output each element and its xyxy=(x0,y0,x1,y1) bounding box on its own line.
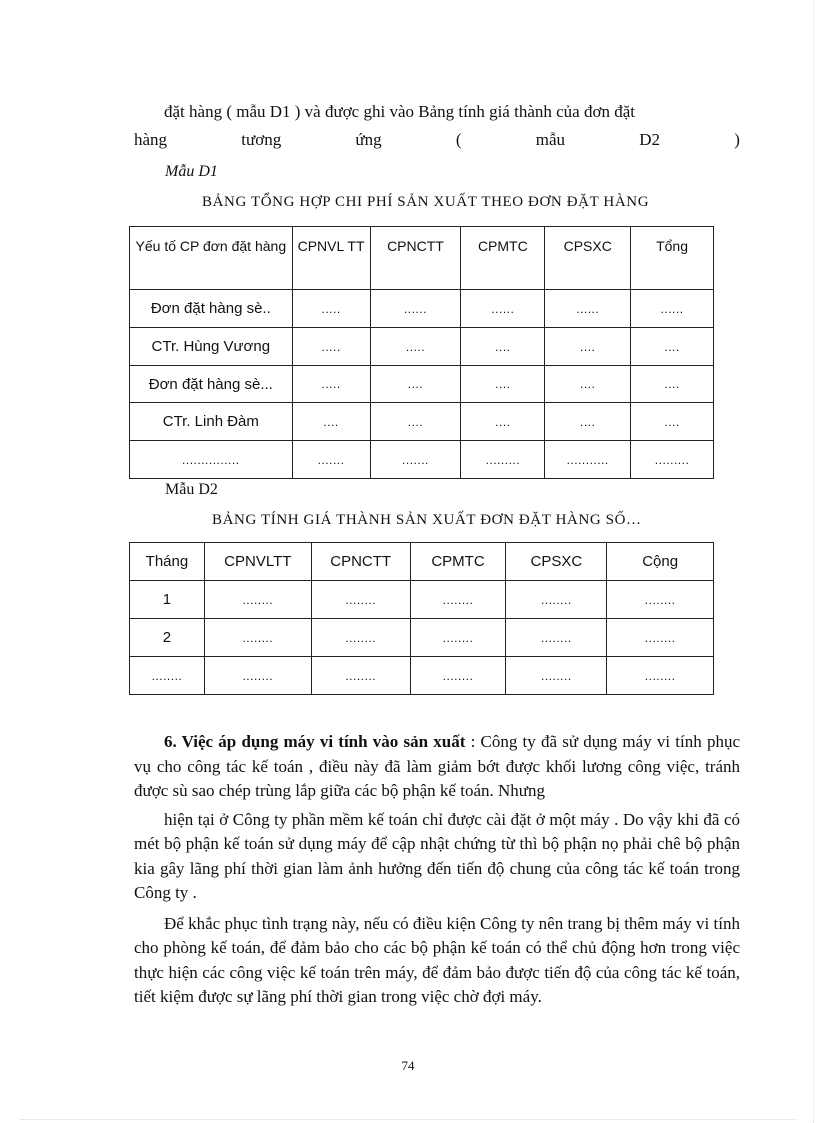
table-cell: ........ xyxy=(506,657,607,695)
intro-word: ( xyxy=(455,130,462,149)
table-cell: ...... xyxy=(545,290,631,328)
table-cell: .... xyxy=(461,328,545,366)
heading-separator: : xyxy=(465,732,481,751)
header-cell: CPSXC xyxy=(545,227,631,290)
sample-d2-title: BẢNG TÍNH GIÁ THÀNH SẢN XUẤT ĐƠN ĐẶT HÀNG SỐ… xyxy=(212,512,642,528)
sample-d1-label: Mẫu D1 xyxy=(165,163,218,180)
table-cell: .... xyxy=(370,366,461,403)
table-cell: .... xyxy=(545,403,631,441)
table-cell: ........ xyxy=(311,581,410,619)
table-header-row xyxy=(130,543,714,581)
table-cell: ....... xyxy=(370,441,461,479)
table-cell: ........ xyxy=(204,657,311,695)
header-cell: CPNVLTT xyxy=(204,543,311,581)
table-cell: .... xyxy=(292,403,370,441)
table-row xyxy=(130,328,714,366)
table-header-row xyxy=(130,227,714,290)
table-cell: ........ xyxy=(410,657,506,695)
table-row xyxy=(130,366,714,403)
table-cell: .... xyxy=(631,403,714,441)
header-cell: CPNCTT xyxy=(370,227,461,290)
page-bottom-divider xyxy=(20,1119,796,1120)
table-cell: ........ xyxy=(204,581,311,619)
intro-word: hàng xyxy=(134,130,168,149)
table-cell: ............... xyxy=(130,441,293,479)
intro-word: ) xyxy=(734,130,740,149)
table-cell: .... xyxy=(631,328,714,366)
paragraph-text: Công ty đã sử dụng máy vi tính phục vụ cho công tác kế toán , điều này đã làm giảm bớt được khối lương công việc, tránh được sù sao chép trùng lắp giữa các bộ phận kế toán. Nhưng xyxy=(134,732,740,800)
table-cell: ........... xyxy=(545,441,631,479)
page-right-divider xyxy=(813,0,814,1123)
table-cell: .... xyxy=(545,328,631,366)
header-cell: CPNVL TT xyxy=(292,227,370,290)
table-cell: 1 xyxy=(130,581,205,619)
section-6-paragraph-1 xyxy=(134,730,740,804)
header-cell: Yếu tố CP đơn đặt hàng xyxy=(130,227,293,290)
intro-word: D2 xyxy=(639,130,661,149)
header-cell: CPMTC xyxy=(461,227,545,290)
intro-line-1: đặt hàng ( mẫu D1 ) và được ghi vào Bảng tính giá thành của đơn đặt xyxy=(164,102,635,121)
header-cell: CPNCTT xyxy=(311,543,410,581)
sample-d2-label: Mẫu D2 xyxy=(165,481,218,498)
page-number: 74 xyxy=(401,1058,415,1073)
table-cell: ........ xyxy=(311,657,410,695)
header-cell: Tháng xyxy=(130,543,205,581)
table-row xyxy=(130,619,714,657)
section-6-paragraph-2: hiện tại ở Công ty phần mềm kế toán chỉ được cài đặt ở một máy . Do vậy khi đã có mét bộ phận kế toán sử dụng máy để cập nhật chứng từ thì bộ phận nọ phải chê bộ phận kia gây lãng phí thời gian làm ảnh hưởng đến tiến độ chung của công tác kế toán trong Công ty . xyxy=(134,809,740,902)
table-cell: .... xyxy=(545,366,631,403)
table-cell: ........ xyxy=(506,581,607,619)
table-cell: .... xyxy=(631,366,714,403)
table-cell: Đơn đặt hàng sè... xyxy=(130,366,293,403)
table-cell: 2 xyxy=(130,619,205,657)
table-cell: ........ xyxy=(607,581,714,619)
table-cell: .... xyxy=(370,403,461,441)
table-cell: ......... xyxy=(631,441,714,479)
table-cell: ........ xyxy=(410,581,506,619)
table-cell: ........ xyxy=(204,619,311,657)
table-cell: ...... xyxy=(370,290,461,328)
intro-word: ứng xyxy=(355,130,382,149)
table-cell: Đơn đặt hàng sè.. xyxy=(130,290,293,328)
intro-paragraph xyxy=(134,98,740,154)
table-cell: ..... xyxy=(292,290,370,328)
table-cell: ..... xyxy=(292,366,370,403)
table-row xyxy=(130,290,714,328)
sample-d1-title: BẢNG TỔNG HỢP CHI PHÍ SẢN XUẤT THEO ĐƠN ĐẶT HÀNG xyxy=(202,194,650,210)
table-cell: ........ xyxy=(410,619,506,657)
header-cell: CPMTC xyxy=(410,543,506,581)
section-6-heading: 6. Việc áp dụng máy vi tính vào sản xuất xyxy=(164,732,466,751)
intro-word: tương xyxy=(241,130,282,149)
section-6-paragraph-3: Để khắc phục tình trạng này, nếu có điều kiện Công ty nên trang bị thêm máy vi tính cho phòng kế toán, để đảm bảo cho các bộ phận kế toán có thể chủ động hơn trong việc thực hiện các công việc kế toán trên máy, để đảm bảo được tiến độ của công tác kế toán, tiết kiệm được sự lãng phí thời gian trong việc chờ đợi máy. xyxy=(134,913,740,1006)
section-6-body xyxy=(134,730,740,1010)
table-cell: ........ xyxy=(607,657,714,695)
table-cell: ....... xyxy=(292,441,370,479)
intro-line-2 xyxy=(134,126,740,154)
header-cell: Cộng xyxy=(607,543,714,581)
table-cell: CTr. Linh Đàm xyxy=(130,403,293,441)
header-cell: Tổng xyxy=(631,227,714,290)
cost-price-table xyxy=(129,542,714,695)
table-row xyxy=(130,657,714,695)
table-cell: ..... xyxy=(292,328,370,366)
table-row xyxy=(130,403,714,441)
table-cell: ........ xyxy=(607,619,714,657)
table-cell: ........ xyxy=(506,619,607,657)
table-cell: ........ xyxy=(130,657,205,695)
table-cell: CTr. Hùng Vương xyxy=(130,328,293,366)
table-cell: ..... xyxy=(370,328,461,366)
table-row xyxy=(130,581,714,619)
table-cell: .... xyxy=(461,403,545,441)
table-cell: ......... xyxy=(461,441,545,479)
intro-word: mẫu xyxy=(535,130,566,149)
cost-summary-table xyxy=(129,226,714,479)
header-cell: CPSXC xyxy=(506,543,607,581)
table-cell: ...... xyxy=(461,290,545,328)
table-row xyxy=(130,441,714,479)
table-cell: ........ xyxy=(311,619,410,657)
table-cell: .... xyxy=(461,366,545,403)
table-cell: ...... xyxy=(631,290,714,328)
